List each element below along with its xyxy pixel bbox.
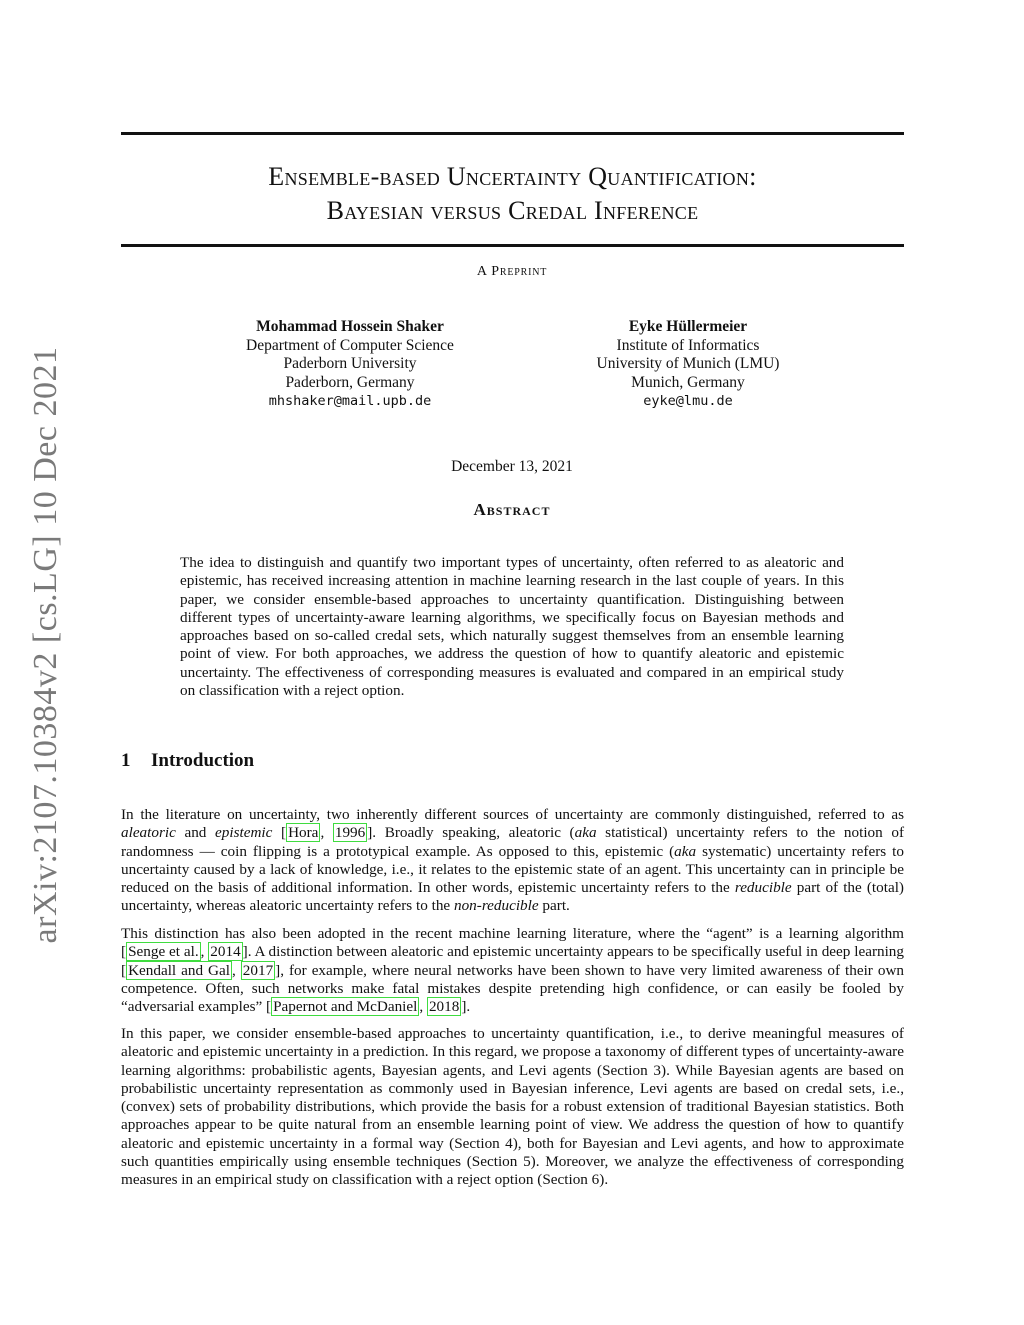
citation-link[interactable]: Hora xyxy=(288,824,319,842)
author-email[interactable]: eyke@lmu.de xyxy=(643,393,733,409)
abstract-heading: Abstract xyxy=(473,500,551,519)
title-top-rule xyxy=(121,132,904,135)
intro-paragraph-3: In this paper, we consider ensemble-based approaches to uncertainty quantification, i.e., to derive meaningful measures of aleatoric and epistemic uncertainty in a prediction. In this regard, we propose a taxonomy of different types of uncertainty-aware learning algorithms: probabilistic agents, Bayesian agents, and Levi agents (Section 3). While Bayesian agents are based on probabilistic uncertainty representation as commonly used in Bayesian inference, Levi agents are based on credal sets, i.e., (convex) sets of probability distributions, which provide the basis for a robust extension of traditional Bayesian statistics. Both approaches appear to be quite natural from an ensemble learning point of view. We address the question of how to quantify aleatoric and epistemic uncertainty in a formal way (Section 4), both for Bayesian and Levi agents, and how to approximate such quantities empirically using ensemble techniques (Section 5). Moreover, we analyze the effectiveness of corresponding measures in an empirical study on classification with a reject option (Section 6). xyxy=(121,1025,904,1189)
arxiv-identifier-stamp: arXiv:2107.10384v2 [cs.LG] 10 Dec 2021 xyxy=(27,346,64,944)
section-title: Introduction xyxy=(151,750,255,771)
citation-link[interactable]: Papernot and McDaniel xyxy=(273,998,418,1016)
title-line-2: Bayesian versus Credal Inference xyxy=(326,196,699,225)
author-affiliation-line: Munich, Germany xyxy=(631,373,745,391)
abstract-text: The idea to distinguish and quantify two important types of uncertainty, often referred to as aleatoric and epistemic, has received increasing attention in machine learning research in the last couple of years. In this paper, we consider ensemble-based approaches to uncertainty quantification. Distinguishing between different types of uncertainty-aware learning algorithms, we specifically focus on Bayesian methods and approaches based on so-called credal sets, which naturally suggest themselves from an ensemble learning point of view. For both approaches, we address the question of how to quantify aleatoric and epistemic uncertainty. The effectiveness of corresponding measures is evaluated and compared in an empirical study on classification with a reject option. xyxy=(180,554,844,700)
citation-link[interactable]: Senge et al. xyxy=(128,943,199,961)
section-heading-introduction xyxy=(121,750,254,772)
author-name: Eyke Hüllermeier xyxy=(628,318,748,335)
author-affiliation-line: Department of Computer Science xyxy=(246,336,454,354)
preprint-label: A Preprint xyxy=(476,264,548,279)
title-line-1: Ensemble-based Uncertainty Quantification: xyxy=(268,162,757,191)
citation-link[interactable]: 1996 xyxy=(334,824,366,842)
author-name: Mohammad Hossein Shaker xyxy=(256,318,444,335)
title-bottom-rule xyxy=(121,244,904,247)
section-number: 1 xyxy=(121,750,131,771)
author-affiliation-line: Paderborn University xyxy=(283,355,417,372)
citation-link[interactable]: 2017 xyxy=(242,961,274,979)
intro-paragraph-1: In the literature on uncertainty, two inherently different sources of uncertainty are commonly distinguished, referred to as aleatoric and epistemic [ Hora , 1996 ]. Broadly speaking, aleatoric (aka statistical) uncertainty refers to the notion of randomness — coin flipping is a prototypical example. As opposed to this, epistemic (aka systematic) uncertainty refers to uncertainty caused by a lack of knowledge, i.e., it relates to the epistemic state of an agent. This uncertainty can in principle be reduced on the basis of additional information. In other words, epistemic uncertainty refers to the reducible part of the (total) uncertainty, whereas aleatoric uncertainty refers to the non-reducible part. xyxy=(121,806,905,915)
author-affiliation-line: University of Munich (LMU) xyxy=(596,355,780,372)
author-affiliation-line: Paderborn, Germany xyxy=(285,373,415,391)
citation-link[interactable]: 2014 xyxy=(210,943,241,961)
author-affiliation-line: Institute of Informatics xyxy=(616,336,760,354)
citation-link[interactable]: 2018 xyxy=(428,998,460,1016)
paper-date: December 13, 2021 xyxy=(451,458,573,475)
author-block-2 xyxy=(523,318,853,411)
citation-link[interactable]: Kendall and Gal xyxy=(128,961,230,979)
author-email[interactable]: mhshaker@mail.upb.de xyxy=(268,393,432,409)
author-block-1 xyxy=(185,318,515,411)
intro-paragraph-2: This distinction has also been adopted in the recent machine learning literature, where the “agent” is a learning algorithm [ Senge et al. , 2014 ]. A distinction between aleatoric and epistemic uncertainty appears to be specifically useful in deep learning [ Kendall and Gal , 2017 ], for example, where neural networks have been shown to have very limited awareness of their own competence. Often, such networks make fatal mistakes despite pretending high confidence, or can easily be fooled by “adversarial examples” [ Papernot and McDaniel , 2018 ]. xyxy=(121,925,905,1016)
paper-title xyxy=(121,160,904,228)
